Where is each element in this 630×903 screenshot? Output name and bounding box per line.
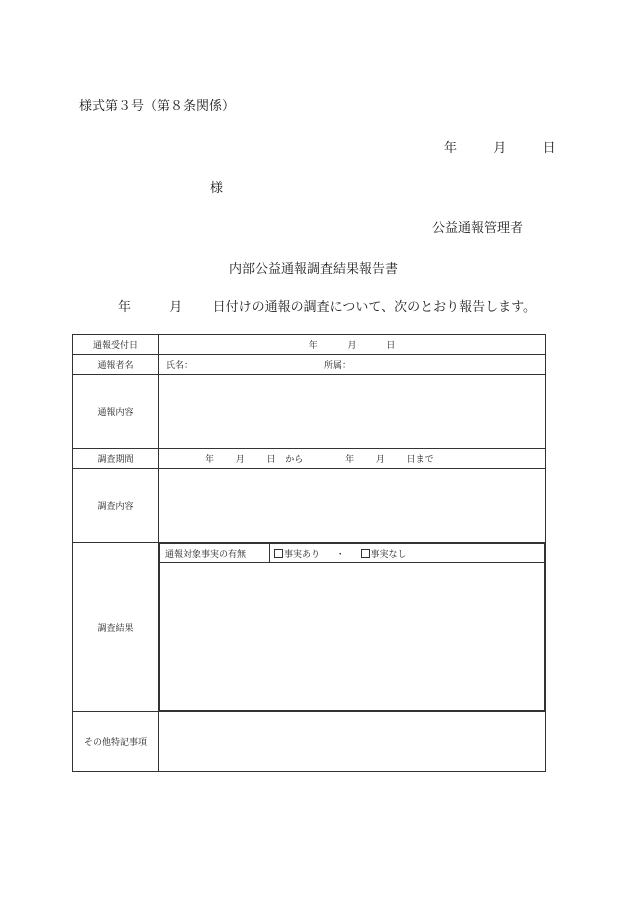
period-year-start: 年 (205, 455, 215, 465)
period-year-end: 年 (345, 455, 355, 465)
received-date-field[interactable] (159, 335, 546, 355)
investigation-content-field[interactable] (159, 469, 546, 543)
period-day-start: 日 (266, 455, 276, 465)
result-detail-field[interactable] (160, 563, 545, 711)
period-month-end: 月 (375, 455, 385, 465)
received-month: 月 (347, 341, 357, 351)
form-number: 様式第３号（第８条関係） (79, 99, 236, 114)
received-day: 日 (386, 341, 396, 351)
report-table (72, 334, 546, 772)
other-field[interactable] (159, 712, 546, 772)
report-content-label: 通報内容 (73, 375, 159, 449)
fact-options (270, 544, 545, 563)
other-label: その他特記事項 (73, 712, 159, 772)
period-from: から (285, 455, 304, 465)
row-received-date (73, 335, 546, 355)
result-label: 調査結果 (73, 543, 159, 712)
row-report-content (73, 375, 546, 449)
row-period (73, 449, 546, 469)
period-label: 調査期間 (73, 449, 159, 469)
fact-yes-label: 事実あり (284, 549, 321, 560)
row-investigation-content (73, 469, 546, 543)
period-month-start: 月 (235, 455, 245, 465)
date-day: 日 (542, 141, 556, 156)
intro-month: 月 (169, 300, 183, 315)
reporter-label: 通報者名 (73, 355, 159, 375)
date-month: 月 (493, 141, 507, 156)
row-result (73, 543, 546, 712)
recipient-suffix: 様 (210, 181, 224, 196)
row-reporter (73, 355, 546, 375)
fact-no-label: 事実なし (370, 549, 407, 560)
fact-no-checkbox[interactable] (361, 549, 370, 558)
manager-title: 公益通報管理者 (432, 221, 524, 236)
period-field[interactable] (159, 449, 546, 469)
date-year: 年 (444, 141, 458, 156)
result-subtable (159, 543, 545, 711)
intro-year: 年 (118, 300, 132, 315)
intro-text: 日付けの通報の調査について、次のとおり報告します。 (212, 300, 537, 315)
received-year: 年 (308, 341, 318, 351)
investigation-content-label: 調査内容 (73, 469, 159, 543)
reporter-field[interactable] (159, 355, 546, 375)
result-cell (159, 543, 546, 712)
intro-sentence (118, 296, 536, 315)
document-title: 内部公益通報調査結果報告書 (229, 262, 399, 277)
report-content-field[interactable] (159, 375, 546, 449)
name-label: 氏名： (166, 361, 194, 371)
option-separator: ・ (335, 549, 345, 560)
row-other (73, 712, 546, 772)
report-date (444, 137, 556, 156)
fact-label: 通報対象事実の有無 (160, 544, 270, 563)
period-day-end: 日まで (406, 455, 434, 465)
fact-yes-checkbox[interactable] (274, 549, 283, 558)
affiliation-label: 所属： (324, 361, 352, 371)
received-date-label: 通報受付日 (73, 335, 159, 355)
